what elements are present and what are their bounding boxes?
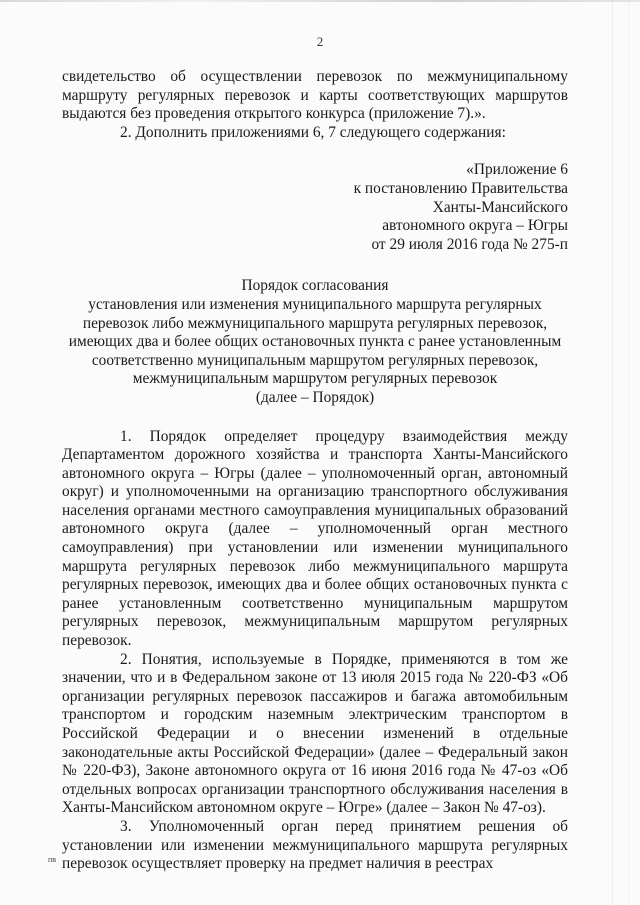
appendix-heading-line: автономного округа – Югры [382, 217, 568, 235]
title-line: установления или изменения муниципального маршрута регулярных [88, 295, 542, 313]
scan-artifact-line [612, 0, 613, 905]
title-line: (далее – Порядок) [255, 388, 375, 406]
appendix-heading-line: «Приложение 6 [466, 161, 568, 179]
procedure-paragraphs [62, 428, 568, 874]
title-line: Порядок согласования [241, 277, 389, 295]
paragraph-item-2: 2. Дополнить приложениями 6, 7 следующего содержания: [120, 123, 506, 141]
title-line: перевозок либо межмуниципального маршрута регулярных перевозок, [82, 314, 548, 332]
document-title [62, 277, 568, 407]
footer-mark: пв [48, 855, 57, 864]
title-line: имеющих два и более общих остановочных пункта с ранее установленным [68, 333, 562, 351]
title-line: межмуниципальным маршрутом регулярных перевозок [132, 370, 498, 388]
page-number: 2 [316, 34, 324, 49]
appendix-heading-line: к постановлению Правительства [353, 179, 568, 197]
appendix-heading-line: от 29 июля 2016 года № 275-п [371, 235, 568, 253]
page-top-edge [0, 0, 640, 2]
appendix-heading [62, 161, 568, 254]
procedure-paragraph-3: 3. Уполномоченный орган перед принятием решения об установлении или изменении межмуниципального маршрута регулярных перевозок осуществляет проверку на предмет наличия в реестрах [62, 817, 568, 873]
procedure-paragraph-1: 1. Порядок определяет процедуру взаимодействия между Департаментом дорожного хозяйства и транспорта Ханты-Мансийского автономного округа – Югры (далее – уполномоченный орган, автономный округ) и уполномоченными на организацию транспортного обслуживания населения органами местного самоуправления муниципальных образований автономного округа (далее – уполномоченный орган местного самоуправления) при установлении или изменении муниципального маршрута регулярных перевозок либо межмуниципального маршрута регулярных перевозок, имеющих два и более общих остановочных пункта с ранее установленным соответственно муниципальным маршрутом регулярных перевозок, межмуниципальным маршрутом регулярных перевозок. [62, 427, 568, 650]
scan-artifact-line [628, 0, 629, 905]
appendix-heading-line: Ханты-Мансийского [432, 198, 568, 216]
document-body [62, 68, 568, 874]
paragraph-continuation: свидетельство об осуществлении перевозок по межмуниципальному маршруту регулярных перевозок и карты соответствующих маршрутов выдаются без проведения открытого конкурса (приложение 7).». [62, 68, 568, 123]
title-line: соответственно муниципальным маршрутом регулярных перевозок, [91, 351, 539, 369]
procedure-paragraph-2: 2. Понятия, используемые в Порядке, применяются в том же значении, что и в Федеральном законе от 13 июля 2015 года № 220-ФЗ «Об организации регулярных перевозок пассажиров и багажа автомобильным транспортом и городским наземным электрическим транспортом в Российской Федерации и о внесении изменений в отдельные законодательные акты Российской Федерации» (далее – Федеральный закон № 220-ФЗ), Законе автономного округа от 16 июня 2016 года № 47-оз «Об отдельных вопросах организации транспортного обслуживания населения в Ханты-Мансийском автономном округе – Югре» (далее – Закон № 47-оз). [62, 650, 568, 817]
